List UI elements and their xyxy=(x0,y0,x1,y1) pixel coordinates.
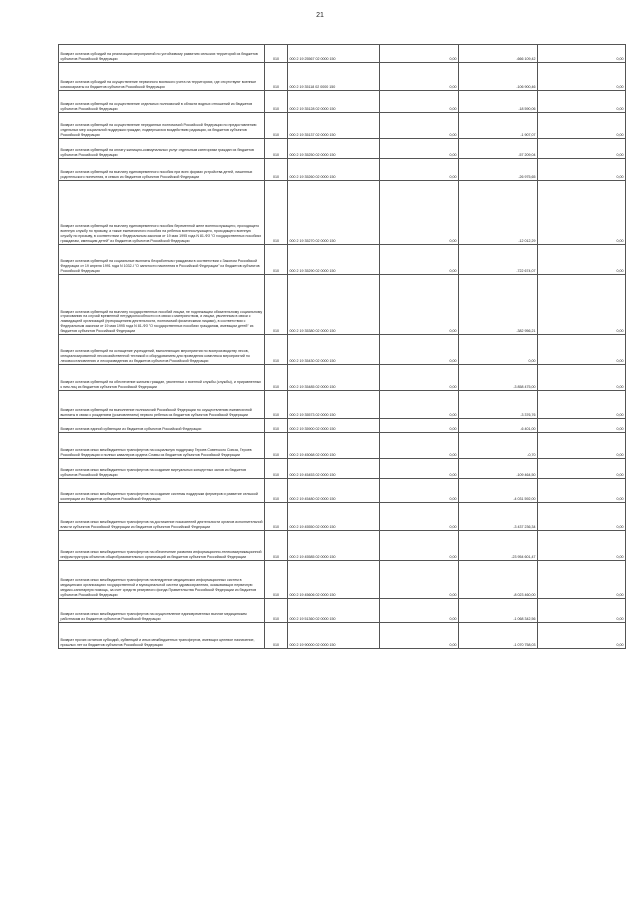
report-table xyxy=(58,44,626,649)
row-value-2-cell: -8 023 460,00 xyxy=(459,561,538,599)
row-value-2-cell: -23 954 601,47 xyxy=(459,531,538,561)
row-value-3-cell: 0,00 xyxy=(538,623,626,649)
row-value-1-cell: 0,00 xyxy=(380,365,459,391)
row-value-3-cell: 0,00 xyxy=(538,45,626,63)
row-value-1-cell: 0,00 xyxy=(380,91,459,113)
table-row xyxy=(59,335,626,365)
row-value-3-cell: 0,00 xyxy=(538,245,626,275)
row-value-1-cell: 0,00 xyxy=(380,63,459,91)
row-value-3-cell: 0,00 xyxy=(538,181,626,245)
row-code-cell: 010 xyxy=(265,63,288,91)
row-value-3-cell: 0,00 xyxy=(538,113,626,139)
row-kbk-cell: 000 2 19 35250 02 0000 150 xyxy=(288,139,380,159)
row-value-1-cell: 0,00 xyxy=(380,275,459,335)
row-name-cell: Возврат остатков субвенций на осуществление отдельных полномочий в области водных отношений из бюджетов субъектов Российской Федерации xyxy=(59,91,265,113)
row-name-cell: Возврат остатков иных межбюджетных трансфертов на создание системы поддержки фермеров и развитие сельской кооперации из бюджетов субъектов Российской Федерации xyxy=(59,479,265,503)
row-value-3-cell: 0,00 xyxy=(538,531,626,561)
row-value-1-cell: 0,00 xyxy=(380,181,459,245)
row-code-cell: 010 xyxy=(265,459,288,479)
row-value-2-cell: -382 956,21 xyxy=(459,275,538,335)
row-code-cell: 010 xyxy=(265,45,288,63)
row-kbk-cell: 000 2 19 35128 02 0000 150 xyxy=(288,91,380,113)
row-code-cell: 010 xyxy=(265,245,288,275)
row-kbk-cell: 000 2 19 35485 02 0000 150 xyxy=(288,365,380,391)
row-kbk-cell: 000 2 19 45068 02 0000 150 xyxy=(288,433,380,459)
row-name-cell: Возврат остатков субвенций на обеспечение жильем граждан, уволенных с военной службы (службы), и приравненных к ним лиц из бюджетов субъектов Российской Федерации xyxy=(59,365,265,391)
row-code-cell: 010 xyxy=(265,531,288,561)
row-value-3-cell: 0,00 xyxy=(538,275,626,335)
table-row xyxy=(59,503,626,531)
row-value-3-cell: 0,00 xyxy=(538,433,626,459)
row-code-cell: 010 xyxy=(265,479,288,503)
row-value-1-cell: 0,00 xyxy=(380,459,459,479)
row-code-cell: 010 xyxy=(265,623,288,649)
row-value-1-cell: 0,00 xyxy=(380,139,459,159)
row-code-cell: 010 xyxy=(265,391,288,419)
row-value-2-cell: -106 900,46 xyxy=(459,63,538,91)
row-code-cell: 010 xyxy=(265,433,288,459)
row-kbk-cell: 000 2 19 35260 02 0000 150 xyxy=(288,159,380,181)
row-name-cell: Возврат остатков единой субвенции из бюджетов субъектов Российской Федерации xyxy=(59,419,265,433)
row-value-3-cell: 0,00 xyxy=(538,365,626,391)
row-kbk-cell: 000 2 19 35137 02 0000 150 xyxy=(288,113,380,139)
row-kbk-cell: 000 2 19 35118 02 0000 150 xyxy=(288,63,380,91)
row-value-1-cell: 0,00 xyxy=(380,503,459,531)
row-kbk-cell: 000 2 19 45550 02 0000 150 xyxy=(288,503,380,531)
row-name-cell: Возврат остатков субвенций на выплату единовременного пособия беременной жене военнослужащего, проходящего военную службу по призыву, а также ежемесячного пособия на ребенка военнослужащего, проходящего военную службу по призыву, в соответствии с Федеральным законом от 19 мая 1995 года N 81-ФЗ "О государственных пособиях гражданам, имеющим детей" из бюджетов субъектов Российской Федерации xyxy=(59,181,265,245)
report-table-body xyxy=(59,45,626,649)
table-row xyxy=(59,113,626,139)
row-kbk-cell: 000 2 19 35573 02 0000 150 xyxy=(288,391,380,419)
row-kbk-cell: 000 2 19 45585 02 0000 150 xyxy=(288,531,380,561)
table-row xyxy=(59,531,626,561)
page-number: 21 xyxy=(316,12,324,19)
table-row xyxy=(59,561,626,599)
row-value-2-cell: -666 109,42 xyxy=(459,45,538,63)
row-value-1-cell: 0,00 xyxy=(380,561,459,599)
row-value-1-cell: 0,00 xyxy=(380,113,459,139)
row-value-1-cell: 0,00 xyxy=(380,45,459,63)
row-code-cell: 010 xyxy=(265,181,288,245)
row-kbk-cell: 000 2 19 35430 02 0000 150 xyxy=(288,335,380,365)
row-kbk-cell: 000 2 19 45480 02 0000 150 xyxy=(288,479,380,503)
row-value-3-cell: 0,00 xyxy=(538,503,626,531)
row-value-2-cell: -1 068 342,56 xyxy=(459,599,538,623)
row-kbk-cell: 000 2 19 35290 02 0000 150 xyxy=(288,245,380,275)
table-row xyxy=(59,139,626,159)
row-value-3-cell: 0,00 xyxy=(538,159,626,181)
row-code-cell: 010 xyxy=(265,91,288,113)
row-value-3-cell: 0,00 xyxy=(538,561,626,599)
row-code-cell: 010 xyxy=(265,503,288,531)
row-value-2-cell: -57 209,04 xyxy=(459,139,538,159)
row-kbk-cell: 000 2 19 51360 02 0000 150 xyxy=(288,599,380,623)
row-value-3-cell: 0,00 xyxy=(538,599,626,623)
row-value-2-cell: -26 975,65 xyxy=(459,159,538,181)
row-name-cell: Возврат остатков иных межбюджетных трансфертов на внедрение медицинских информационных систем в медицинских организациях государственной и муниципальной систем здравоохранения, оказывающих первичную медико-санитарную помощь, за счет средств резервного фонда Правительства Российской Федерации из бюджетов субъектов Российской Федерации xyxy=(59,561,265,599)
row-kbk-cell: 000 2 19 35380 02 0000 150 xyxy=(288,275,380,335)
row-value-2-cell: -1 907,07 xyxy=(459,113,538,139)
row-value-2-cell: -4 031 592,00 xyxy=(459,479,538,503)
row-code-cell: 010 xyxy=(265,113,288,139)
row-value-2-cell: -1 070 758,03 xyxy=(459,623,538,649)
row-code-cell: 010 xyxy=(265,599,288,623)
table-row xyxy=(59,245,626,275)
row-value-1-cell: 0,00 xyxy=(380,599,459,623)
row-value-2-cell: -109 464,50 xyxy=(459,459,538,479)
table-row xyxy=(59,479,626,503)
row-name-cell: Возврат остатков иных межбюджетных трансфертов на достижение показателей деятельности органов исполнительной власти субъектов Российской Федерации из бюджетов субъектов Российской Федерации xyxy=(59,503,265,531)
row-name-cell: Возврат остатков субвенций на оплату жилищно-коммунальных услуг отдельным категориям граждан из бюджетов субъектов Российской Федерации xyxy=(59,139,265,159)
row-code-cell: 010 xyxy=(265,159,288,181)
row-value-1-cell: 0,00 xyxy=(380,245,459,275)
table-row xyxy=(59,159,626,181)
row-value-1-cell: 0,00 xyxy=(380,433,459,459)
table-row xyxy=(59,45,626,63)
row-name-cell: Возврат остатков иных межбюджетных трансфертов на социальную поддержку Героев Советского Союза, Героев Российской Федерации и полных кавалеров ордена Славы из бюджетов субъектов Российской Федерации xyxy=(59,433,265,459)
table-row xyxy=(59,599,626,623)
row-name-cell: Возврат остатков субсидий на реализацию мероприятий по устойчивому развитию сельских территорий из бюджетов субъектов Российской Федерации xyxy=(59,45,265,63)
table-row xyxy=(59,275,626,335)
row-value-2-cell: -3 437 236,34 xyxy=(459,503,538,531)
row-value-2-cell: -722 674,07 xyxy=(459,245,538,275)
row-value-2-cell: -6 401,00 xyxy=(459,419,538,433)
row-kbk-cell: 000 2 19 35900 02 0000 150 xyxy=(288,419,380,433)
row-value-2-cell: -3 376,76 xyxy=(459,391,538,419)
row-value-3-cell: 0,00 xyxy=(538,459,626,479)
row-code-cell: 010 xyxy=(265,139,288,159)
row-value-1-cell: 0,00 xyxy=(380,391,459,419)
table-row xyxy=(59,433,626,459)
row-value-3-cell: 0,00 xyxy=(538,139,626,159)
row-value-2-cell: 0,00 xyxy=(459,335,538,365)
row-value-3-cell: 0,00 xyxy=(538,391,626,419)
row-code-cell: 010 xyxy=(265,561,288,599)
row-code-cell: 010 xyxy=(265,365,288,391)
row-name-cell: Возврат остатков субвенций на выплату единовременного пособия при всех формах устройства детей, лишенных родительского попечения, в семью из бюджетов субъектов Российской Федерации xyxy=(59,159,265,181)
table-row xyxy=(59,91,626,113)
table-row xyxy=(59,365,626,391)
row-value-3-cell: 0,00 xyxy=(538,91,626,113)
row-kbk-cell: 000 2 19 45453 02 0000 150 xyxy=(288,459,380,479)
table-row xyxy=(59,391,626,419)
table-row xyxy=(59,181,626,245)
row-value-2-cell: -18 590,06 xyxy=(459,91,538,113)
row-name-cell: Возврат остатков иных межбюджетных трансфертов на осуществление единовременных выплат медицинским работникам из бюджетов субъектов Российской Федерации xyxy=(59,599,265,623)
row-code-cell: 010 xyxy=(265,275,288,335)
row-value-2-cell: -3 858 475,00 xyxy=(459,365,538,391)
row-value-2-cell: -0,70 xyxy=(459,433,538,459)
row-code-cell: 010 xyxy=(265,419,288,433)
table-row xyxy=(59,63,626,91)
table-row xyxy=(59,459,626,479)
row-code-cell: 010 xyxy=(265,335,288,365)
row-value-2-cell: -12 012,29 xyxy=(459,181,538,245)
row-value-1-cell: 0,00 xyxy=(380,335,459,365)
row-value-1-cell: 0,00 xyxy=(380,419,459,433)
row-kbk-cell: 000 2 19 90000 02 0000 150 xyxy=(288,623,380,649)
row-name-cell: Возврат остатков иных межбюджетных трансфертов на обеспечение развития информационно-телекоммуникационной инфраструктуры объектов общеобразовательных организаций из бюджетов субъектов Российской Федерации xyxy=(59,531,265,561)
row-value-3-cell: 0,00 xyxy=(538,479,626,503)
row-name-cell: Возврат остатков субвенций на социальные выплаты безработным гражданам в соответствии с Законом Российской Федерации от 19 апреля 1991 года N 1032-I "О занятости населения в Российской Федерации" из бюджетов субъектов Российской Федерации xyxy=(59,245,265,275)
row-value-1-cell: 0,00 xyxy=(380,531,459,561)
row-name-cell: Возврат остатков субвенций на оснащение учреждений, выполняющих мероприятия по воспроизводству лесов, специализированной лесохозяйственной техникой и оборудованием для проведения комплекса мероприятий по лесовосстановлению и лесоразведению из бюджетов субъектов Российской Федерации xyxy=(59,335,265,365)
row-name-cell: Возврат прочих остатков субсидий, субвенций и иных межбюджетных трансфертов, имеющих целевое назначение, прошлых лет из бюджетов субъектов Российской Федерации xyxy=(59,623,265,649)
row-value-1-cell: 0,00 xyxy=(380,159,459,181)
table-row xyxy=(59,419,626,433)
row-name-cell: Возврат остатков иных межбюджетных трансфертов на создание виртуальных концертных залов из бюджетов субъектов Российской Федерации xyxy=(59,459,265,479)
row-kbk-cell: 000 2 19 35270 02 0000 150 xyxy=(288,181,380,245)
row-value-3-cell: 0,00 xyxy=(538,419,626,433)
row-value-1-cell: 0,00 xyxy=(380,623,459,649)
row-name-cell: Возврат остатков субвенций на осуществление переданных полномочий Российской Федерации по предоставлению отдельных мер социальной поддержки граждан, подвергшихся воздействию радиации, из бюджетов субъектов Российской Федерации xyxy=(59,113,265,139)
row-value-1-cell: 0,00 xyxy=(380,479,459,503)
row-kbk-cell: 000 2 19 45606 02 0000 150 xyxy=(288,561,380,599)
row-value-3-cell: 0,00 xyxy=(538,335,626,365)
row-name-cell: Возврат остатков субвенций на выплату государственных пособий лицам, не подлежащим обязательному социальному страхованию на случай временной нетрудоспособности и в связи с материнством, и лицам, уволенным в связи с ликвидацией организаций (прекращением деятельности, полномочий физическими лицами), в соответствии с Федеральным законом от 19 мая 1995 года N 81-ФЗ "О государственных пособиях гражданам, имеющим детей" из бюджетов субъектов Российской Федерации xyxy=(59,275,265,335)
row-name-cell: Возврат остатков субвенций на выполнение полномочий Российской Федерации по осуществлению ежемесячной выплаты в связи с рождением (усыновлением) первого ребенка из бюджетов субъектов Российской Федерации xyxy=(59,391,265,419)
row-value-3-cell: 0,00 xyxy=(538,63,626,91)
table-row xyxy=(59,623,626,649)
row-name-cell: Возврат остатков субсидий на осуществление первичного воинского учета на территориях, где отсутствуют военные комиссариаты из бюджетов субъектов Российской Федерации xyxy=(59,63,265,91)
row-kbk-cell: 000 2 19 25567 02 0000 150 xyxy=(288,45,380,63)
